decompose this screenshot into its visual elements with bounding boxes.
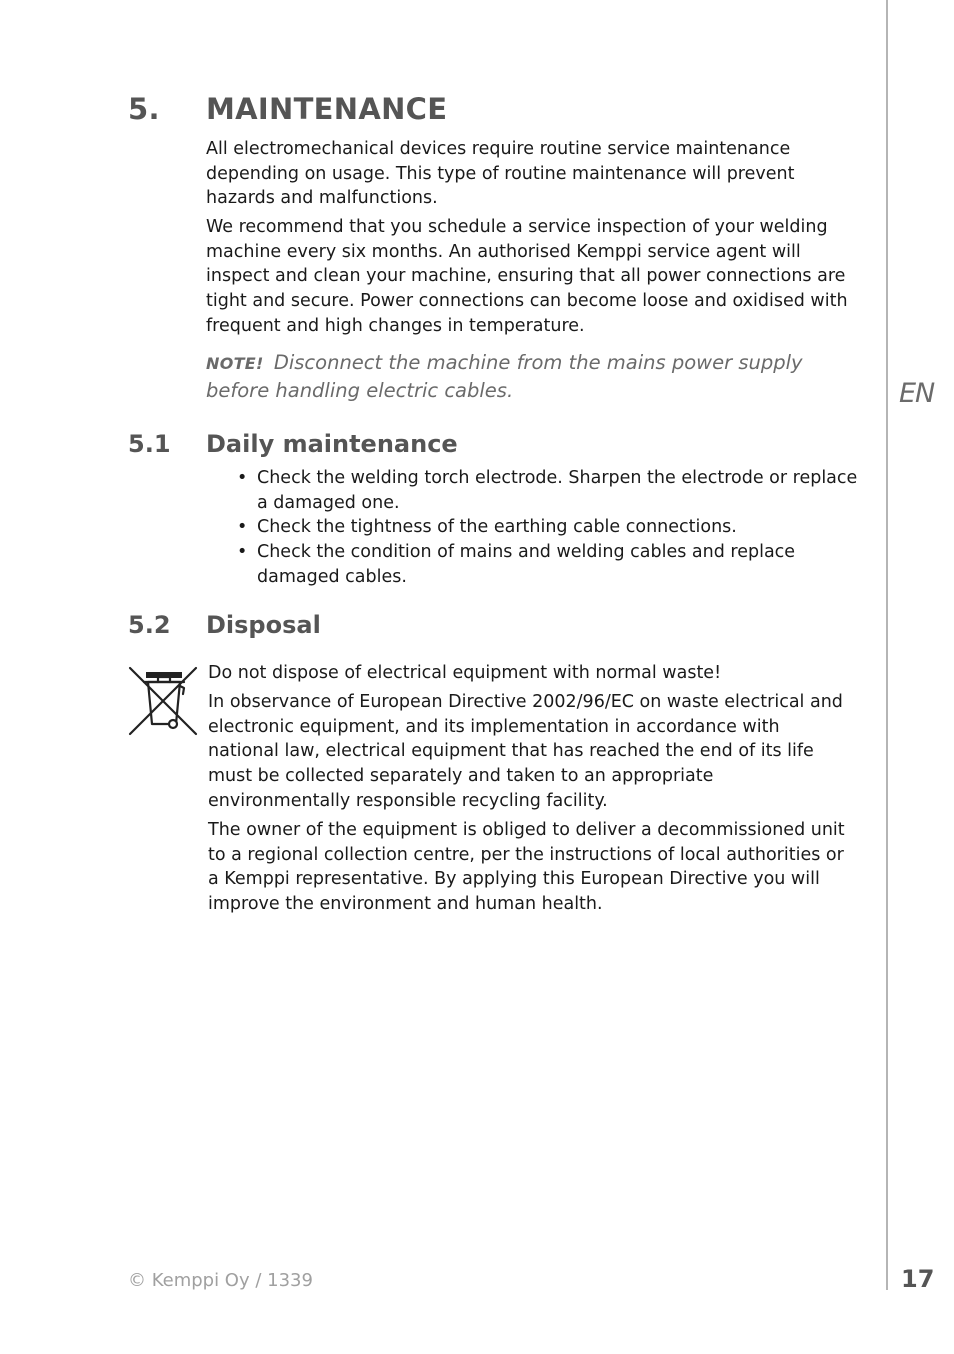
subsection-title: Daily maintenance (206, 430, 458, 458)
disposal-paragraph: In observance of European Directive 2002/96/EC on waste electrical and electronic equipment, and its implementation in accordance with national law, electrical equipment that has reached the end of its life must be collected separately and taken to an appropriate environmentally responsible recycling facility. (208, 692, 843, 811)
page-edge-rule (886, 0, 888, 1290)
list-item: • Check the tightness of the earthing cable connections. (257, 515, 862, 540)
subsection-title: Disposal (206, 611, 321, 639)
section-number: 5. (128, 92, 160, 126)
note-block (206, 349, 856, 404)
note-label: NOTE! (206, 354, 264, 373)
bullet-icon: • (237, 517, 248, 538)
page-number: 17 (901, 1265, 935, 1293)
bullet-icon: • (237, 542, 248, 563)
language-tab: EN (899, 378, 935, 409)
list-item: • Check the welding torch electrode. Sharpen the electrode or replace a damaged one. (237, 468, 858, 513)
crossed-out-wheelie-bin-icon (128, 664, 198, 738)
subsection-number: 5.2 (128, 611, 171, 639)
disposal-paragraph: Do not dispose of electrical equipment with normal waste! (208, 663, 722, 683)
disposal-paragraph: The owner of the equipment is obliged to deliver a decommissioned unit to a regional collection centre, per the instructions of local authorities or a Kemppi representative. By applying this European Directive you will improve the environment and human health. (208, 820, 845, 915)
footer-copyright: © Kemppi Oy / 1339 (128, 1270, 313, 1291)
bullet-icon: • (237, 468, 248, 488)
intro-paragraph: All electromechanical devices require routine service maintenance depending on usage. This type of routine maintenance will prevent hazards and malfunctions. (206, 139, 795, 209)
list-item: • Check the condition of mains and welding cables and replace damaged cables. (237, 542, 796, 587)
note-text: Disconnect the machine from the mains power supply before handling electric cables. (206, 351, 803, 402)
section-title: MAINTENANCE (206, 92, 448, 126)
intro-paragraph: We recommend that you schedule a service inspection of your welding machine every six months. An authorised Kemppi service agent will inspect and clean your machine, ensuring that all power connections are tight and secure. Power connections can become loose and oxidised with frequent and high changes in temperature. (206, 217, 848, 336)
daily-checklist (237, 466, 862, 590)
subsection-number: 5.1 (128, 430, 171, 458)
